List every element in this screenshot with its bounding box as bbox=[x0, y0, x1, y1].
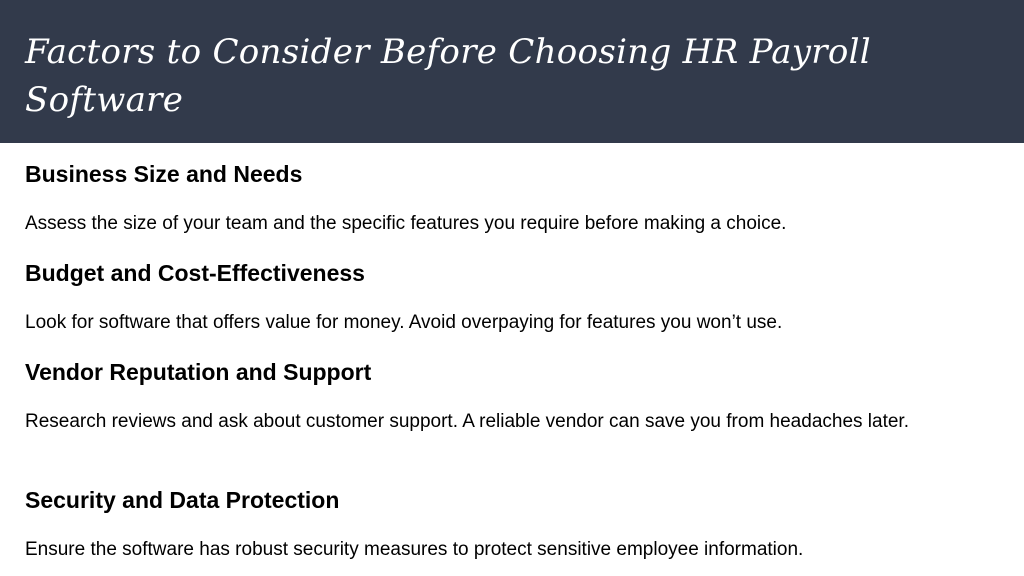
title-banner bbox=[0, 0, 1024, 143]
section-heading-budget: Budget and Cost-Effectiveness bbox=[25, 260, 365, 286]
section-body-business-size: Assess the size of your team and the specific features you require before making a choice. bbox=[25, 213, 787, 234]
section-heading-vendor: Vendor Reputation and Support bbox=[25, 359, 372, 385]
section-body-budget: Look for software that offers value for money. Avoid overpaying for features you won’t use. bbox=[25, 312, 783, 333]
section-heading-security: Security and Data Protection bbox=[25, 487, 340, 513]
page-title: Factors to Consider Before Choosing HR Payroll Software bbox=[25, 32, 871, 120]
section-body-security: Ensure the software has robust security measures to protect sensitive employee information. bbox=[25, 539, 804, 560]
section-heading-business-size: Business Size and Needs bbox=[25, 161, 303, 187]
section-body-vendor: Research reviews and ask about customer support. A reliable vendor can save you from headaches later. bbox=[25, 411, 909, 432]
